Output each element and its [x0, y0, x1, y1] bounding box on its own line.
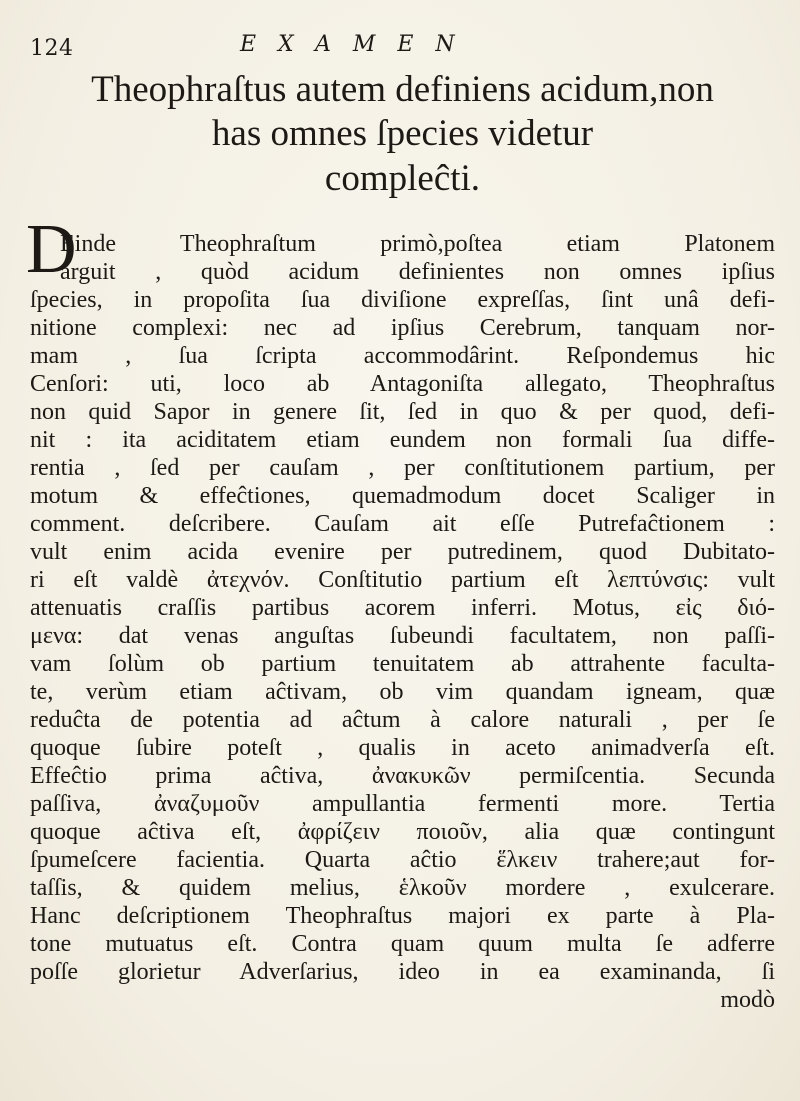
text-line: mam , ſua ſcripta accommodârint. Reſpondemus hic: [30, 343, 775, 369]
text-line: nitione complexi: nec ad ipſius Cerebrum, tanquam nor-: [30, 315, 775, 341]
text-line: paſſiva, ἀναζυμοῦν ampullantia fermenti more. Tertia: [30, 791, 775, 817]
text-line: comment. deſcribere. Cauſam ait eſſe Putrefaĉtionem :: [30, 511, 775, 537]
text-line: Cenſori: uti, loco ab Antagoniſta allegato, Theophraſtus: [30, 371, 775, 397]
text-line: vult enim acida evenire per putredinem, quod Dubitato-: [30, 539, 775, 565]
section-heading-line-1: Theophraſtus autem definiens acidum,non: [91, 69, 714, 110]
text-line: reduĉta de potentia ad aĉtum à calore naturali , per ſe: [30, 707, 775, 733]
section-heading-line-3: compleĉti.: [324, 158, 481, 199]
text-line: μενα: dat venas anguſtas ſubeundi facultatem, non paſſi-: [30, 623, 775, 649]
running-head: [30, 32, 770, 62]
running-title: EXAMEN: [240, 32, 477, 57]
text-line: te, verùm etiam aĉtivam, ob vim quandam igneam, quæ: [30, 679, 775, 705]
section-heading-line-2: has omnes ſpecies videtur: [211, 113, 594, 154]
text-line: quoque ſubire poteſt , qualis in aceto animadverſa eſt.: [30, 735, 775, 761]
page-number: 124: [30, 36, 74, 61]
text-line: vam ſolùm ob partium tenuitatem ab attrahente faculta-: [30, 651, 775, 677]
text-line: quoque aĉtiva eſt, ἀφρίζειν ποιοῦν, alia quæ contingunt: [30, 819, 775, 845]
text-line: Einde Theophraſtum primò,poſtea etiam Platonem: [60, 231, 775, 257]
text-line: tone mutuatus eſt. Contra quam quum multa ſe adferre: [30, 931, 775, 957]
text-line: poſſe glorietur Adverſarius, ideo in ea examinanda, ſi: [30, 959, 775, 985]
drop-cap: D: [26, 211, 77, 288]
text-line: taſſis, & quidem melius, ἑλκοῦν mordere , exulcerare.: [30, 875, 775, 901]
text-line: attenuatis craſſis partibus acorem inferri. Motus, εἰς διό-: [30, 595, 775, 621]
text-line: ſpumeſcere facientia. Quarta aĉtio ἕλκειν trahere;aut for-: [30, 847, 775, 873]
text-line: rentia , ſed per cauſam , per conſtitutionem partium, per: [30, 455, 775, 481]
text-line: arguit , quòd acidum definientes non omnes ipſius: [60, 259, 775, 285]
text-line: ri eſt valdè ἀτεχνόν. Conſtitutio partium eſt λεπτύνσις: vult: [30, 567, 775, 593]
text-line: non quid Sapor in genere ſit, ſed in quo & per quod, defi-: [30, 399, 775, 425]
catchword: modò: [720, 987, 775, 1013]
text-line: Effeĉtio prima aĉtiva, ἀνακυκῶν permiſcentia. Secunda: [30, 763, 775, 789]
text-line: motum & effeĉtiones, quemadmodum docet Scaliger in: [30, 483, 775, 509]
text-line: Hanc deſcriptionem Theophraſtus majori ex parte à Pla-: [30, 903, 775, 929]
text-line: nit : ita aciditatem etiam eundem non formali ſua diffe-: [30, 427, 775, 453]
text-line: ſpecies, in propoſita ſua diviſione expreſſas, ſint unâ defi-: [30, 287, 775, 313]
